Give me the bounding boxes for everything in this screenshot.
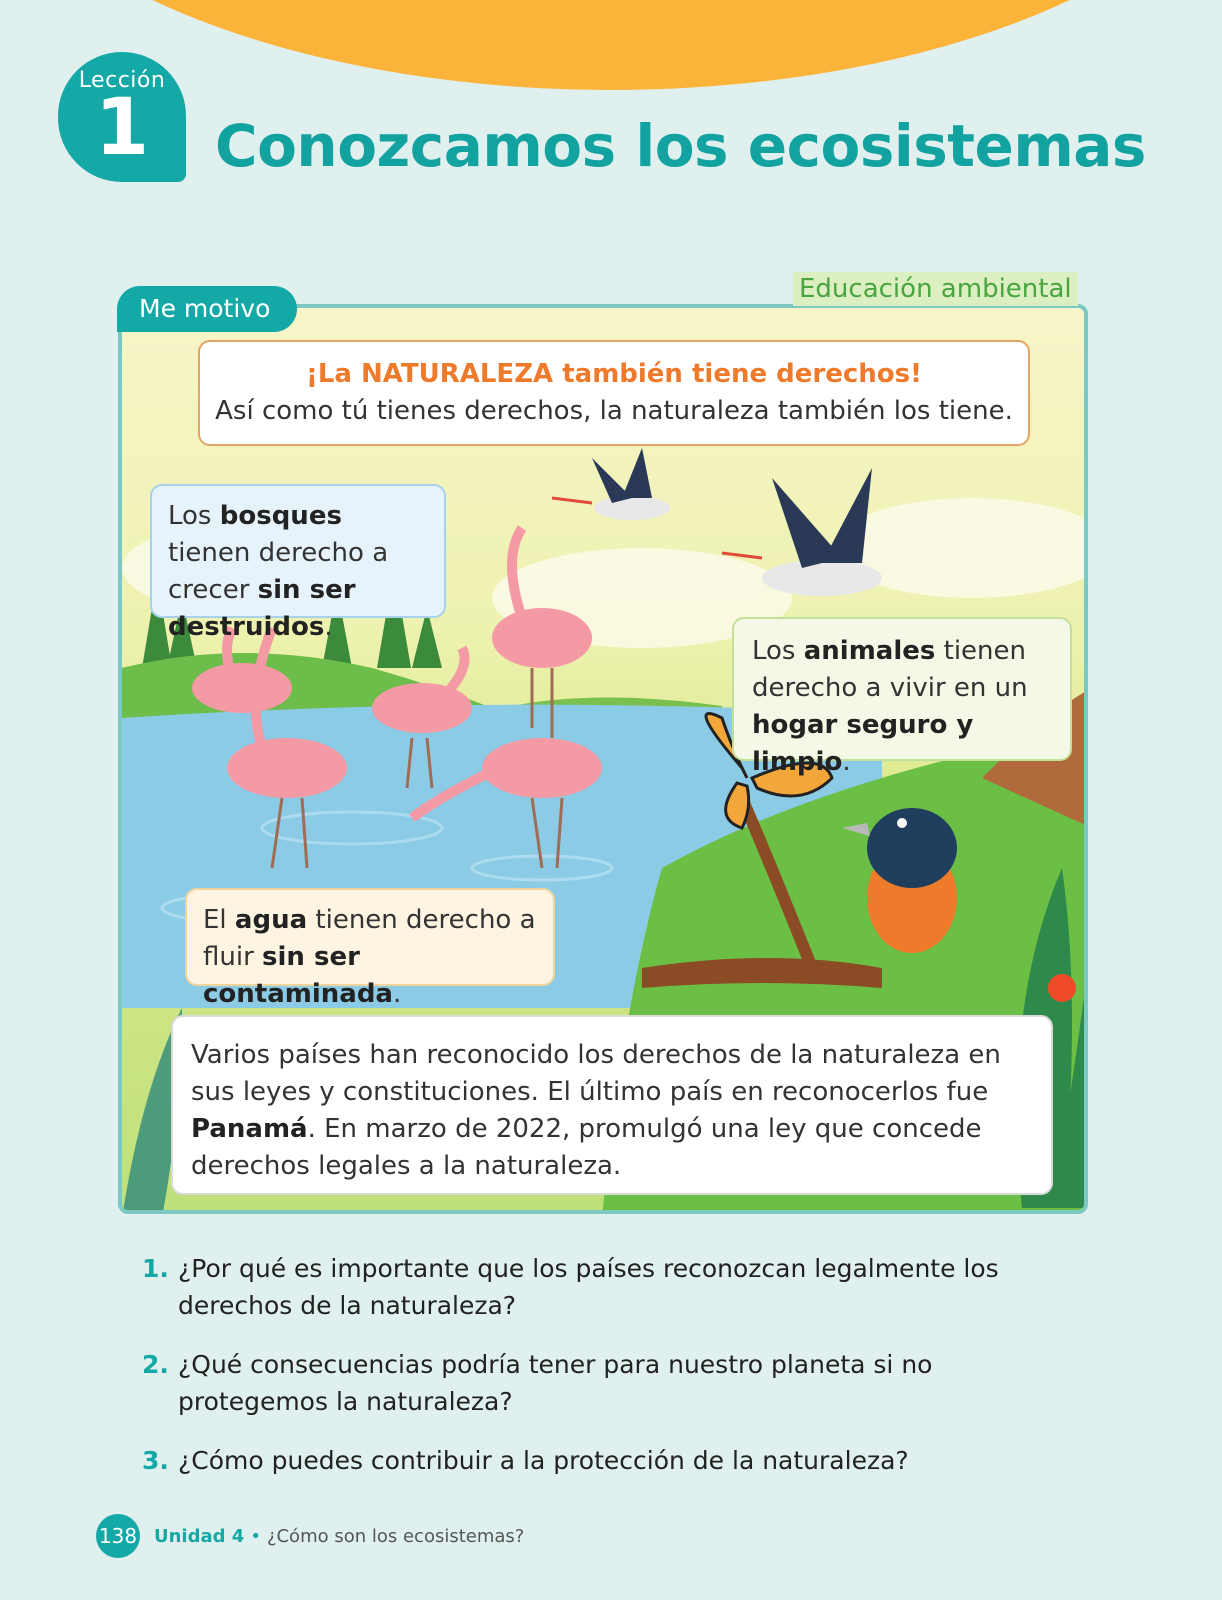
forest-rights-card: [150, 484, 446, 642]
lesson-badge: [58, 52, 186, 182]
page-footer: [96, 1514, 524, 1558]
bold-text: sin ser destruidos: [168, 575, 356, 642]
water-rights-card: [185, 888, 555, 1009]
bold-text: agua: [234, 905, 308, 935]
unit-separator: •: [250, 1525, 261, 1547]
question-item: [142, 1442, 1042, 1479]
lesson-number: 1: [94, 83, 150, 173]
question-number: 3.: [142, 1446, 169, 1475]
environmental-education-tag: Educación ambiental: [793, 272, 1078, 306]
unit-title: ¿Cómo son los ecosistemas?: [266, 1525, 525, 1547]
question-text: ¿Cómo puedes contribuir a la protección de la naturaleza?: [178, 1446, 909, 1475]
panama-info-card: [171, 1015, 1053, 1195]
question-number: 1.: [142, 1254, 169, 1283]
text: .: [392, 979, 402, 1009]
text: Los: [168, 501, 220, 531]
text: Los: [752, 636, 804, 666]
bold-text: animales: [803, 636, 936, 666]
lesson-label: Lección: [78, 68, 166, 93]
text: .: [324, 612, 333, 642]
text: El: [203, 905, 235, 935]
question-list: [142, 1250, 1042, 1501]
text: . En marzo de 2022, promulgó una ley que concede derechos legales a la naturaleza.: [191, 1114, 982, 1181]
text: tienen derecho a vivir en un: [752, 636, 1028, 703]
text: .: [842, 747, 851, 777]
bold-text: Panamá: [191, 1114, 308, 1144]
text: tienen derecho a crecer: [168, 538, 389, 605]
headline-subtitle: Así como tú tienes derechos, la naturaleza también los tiene.: [215, 396, 1013, 426]
question-item: [142, 1250, 1042, 1324]
question-number: 2.: [142, 1350, 169, 1379]
bold-text: sin ser contaminada: [203, 942, 393, 1009]
animals-rights-card: [732, 617, 1072, 777]
headline-card: [198, 340, 1030, 446]
headline-title: ¡La NATURALEZA también tiene derechos!: [305, 359, 922, 389]
question-text: ¿Qué consecuencias podría tener para nuestro planeta si no protegemos la naturaleza?: [178, 1350, 933, 1416]
question-text: ¿Por qué es importante que los países reconozcan legalmente los derechos de la naturaleza?: [178, 1254, 999, 1320]
unit-label: Unidad 4: [154, 1525, 245, 1547]
question-item: [142, 1346, 1042, 1420]
bold-text: bosques: [219, 501, 342, 531]
text: tienen derecho a fluir: [203, 905, 536, 972]
page-number: 138: [96, 1514, 140, 1558]
page-title: Conozcamos los ecosistemas: [215, 112, 1146, 180]
bold-text: hogar seguro y limpio: [752, 710, 974, 777]
section-tab: Me motivo: [117, 286, 297, 332]
text: Varios países han reconocido los derechos de la naturaleza en sus leyes y constituciones. El último país en reconocerlos fue: [191, 1040, 1001, 1107]
